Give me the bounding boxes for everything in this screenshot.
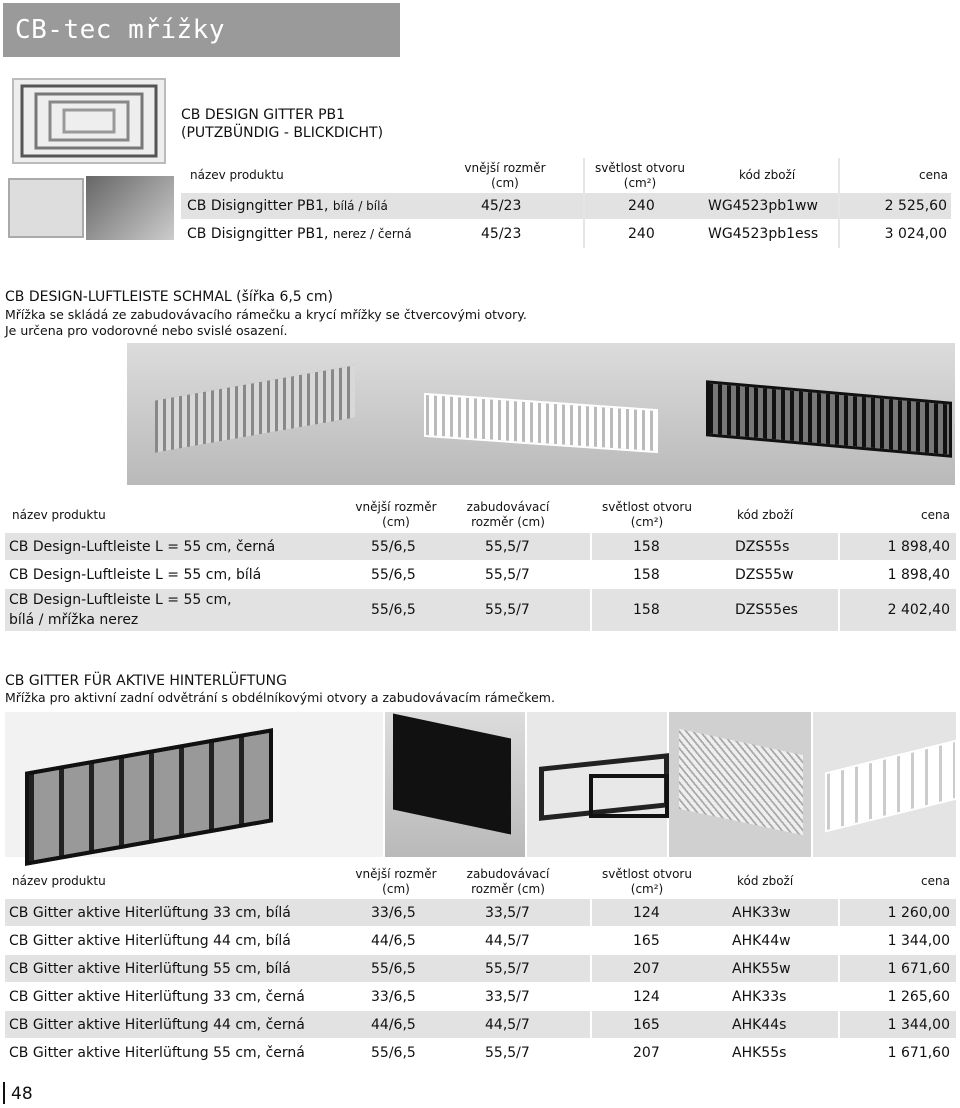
col-header-price: cena: [919, 168, 948, 182]
column-divider: [838, 158, 840, 248]
row-outer: 45/23: [481, 198, 522, 214]
row-clear: 165: [633, 932, 660, 949]
col-header-build: [455, 500, 561, 530]
grille-illustration: [14, 80, 164, 162]
section-description: Mřížka pro aktivní zadní odvětrání s obdélníkovými otvory a zabudovávacím rámečkem.: [5, 690, 555, 705]
row-name: CB Design-Luftleiste L = 55 cm, černá: [9, 538, 276, 555]
page-number: 48: [11, 1084, 33, 1104]
col-header-code: kód zboží: [737, 508, 794, 522]
col-header-outer: [343, 500, 449, 530]
table-row: [5, 1039, 956, 1066]
row-name: CB Gitter aktive Hiterlüftung 55 cm, bílá: [9, 960, 291, 977]
row-outer: 44/6,5: [371, 1016, 416, 1033]
row-outer: 55/6,5: [371, 960, 416, 977]
product-image-aktive-frames: [527, 712, 667, 857]
col-header-clear-line1: světlost otvoru: [595, 161, 685, 175]
row-name: CB Disigngitter PB1,: [187, 226, 329, 242]
col-header-build-line2: rozměr (cm): [471, 515, 545, 529]
col-header-name: název produktu: [190, 168, 284, 182]
row-name-block: [9, 589, 232, 631]
row-build: 33,5/7: [485, 904, 530, 921]
col-header-outer-line2: (cm): [382, 882, 410, 896]
row-clear: 158: [633, 566, 660, 583]
product-image-pb1-front: [12, 78, 166, 164]
row-name: CB Design-Luftleiste L = 55 cm, bílá: [9, 566, 262, 583]
row-clear: 207: [633, 1044, 660, 1061]
row-name: CB Design-Luftleiste L = 55 cm,: [9, 592, 232, 608]
col-header-price: cena: [921, 508, 950, 522]
row-build: 55,5/7: [485, 960, 530, 977]
col-header-clear-line1: světlost otvoru: [602, 867, 692, 881]
section-description-1: Mřížka se skládá ze zabudovávacího rámečku a krycí mřížky se čtvercovými otvory.: [5, 307, 527, 322]
row-price: 1 898,40: [887, 566, 950, 583]
row-code: DZS55s: [735, 538, 790, 555]
table-row: [5, 899, 956, 926]
product-image-luftleiste-grey: [127, 343, 382, 485]
page-title: CB-tec mřížky: [15, 15, 225, 45]
row-code: DZS55es: [735, 602, 798, 618]
row-price: 1 898,40: [887, 538, 950, 555]
row-build: 33,5/7: [485, 988, 530, 1005]
row-clear: 240: [628, 198, 655, 214]
row-code: AHK44w: [732, 932, 791, 949]
table-row: [5, 533, 956, 560]
col-header-clear: [592, 867, 702, 897]
col-header-code: kód zboží: [739, 168, 796, 182]
col-header-clear-line2: (cm²): [630, 515, 664, 529]
row-price: 1 344,00: [887, 932, 950, 949]
row-outer: 33/6,5: [371, 904, 416, 921]
product-image-luftleiste-black: [670, 343, 955, 485]
row-price: 2 525,60: [884, 198, 947, 214]
section-title-pb1-line1: CB DESIGN GITTER PB1: [181, 107, 346, 123]
section-title-luftleiste: CB DESIGN-LUFTLEISTE SCHMAL (šířka 6,5 cm): [5, 289, 333, 305]
col-header-clear-line1: světlost otvoru: [602, 500, 692, 514]
column-divider: [838, 498, 840, 632]
row-name: CB Gitter aktive Hiterlüftung 33 cm, bílá: [9, 904, 291, 921]
row-price: 1 671,60: [887, 960, 950, 977]
section-description-2: Je určena pro vodorovné nebo svislé osazení.: [5, 323, 288, 338]
column-divider: [583, 158, 585, 248]
row-build: 55,5/7: [485, 538, 530, 555]
page-number-bar: [3, 1082, 5, 1104]
col-header-clear: [585, 161, 695, 191]
col-header-price: cena: [921, 874, 950, 888]
product-image-aktive-black-frame: [385, 712, 525, 857]
table-row: [181, 221, 951, 247]
table-row: [5, 589, 956, 631]
row-outer: 44/6,5: [371, 932, 416, 949]
row-price: 2 402,40: [887, 602, 950, 618]
page-header: [3, 3, 400, 57]
row-code: WG4523pb1ess: [708, 226, 819, 242]
row-name: CB Gitter aktive Hiterlüftung 44 cm, bílá: [9, 932, 291, 949]
col-header-build-line2: rozměr (cm): [471, 882, 545, 896]
section-title-aktive: CB GITTER FÜR AKTIVE HINTERLÜFTUNG: [5, 673, 287, 689]
row-code: AHK33w: [732, 904, 791, 921]
row-outer: 55/6,5: [371, 602, 416, 618]
col-header-build: [455, 867, 561, 897]
row-clear: 165: [633, 1016, 660, 1033]
column-divider: [590, 864, 592, 1066]
row-price: 1 265,60: [887, 988, 950, 1005]
product-image-pb1-black: [86, 176, 174, 240]
row-variant: nerez / černá: [332, 227, 412, 241]
row-name: CB Gitter aktive Hiterlüftung 44 cm, černá: [9, 1016, 305, 1033]
col-header-clear: [592, 500, 702, 530]
row-build: 55,5/7: [485, 602, 530, 618]
col-header-clear-line2: (cm²): [623, 176, 657, 190]
col-header-outer: [343, 867, 449, 897]
row-clear: 124: [633, 904, 660, 921]
row-code: AHK55s: [732, 1044, 787, 1061]
row-price: 1 671,60: [887, 1044, 950, 1061]
col-header-outer: [450, 161, 560, 191]
product-image-aktive-mesh: [669, 712, 811, 857]
row-clear: 207: [633, 960, 660, 977]
col-header-outer-line2: (cm): [382, 515, 410, 529]
product-image-luftleiste-white: [382, 343, 670, 485]
col-header-outer-line1: vnější rozměr: [355, 500, 437, 514]
col-header-clear-line2: (cm²): [630, 882, 664, 896]
table-row: [5, 955, 956, 982]
table-row: [5, 927, 956, 954]
row-outer: 33/6,5: [371, 988, 416, 1005]
row-outer: 45/23: [481, 226, 522, 242]
row-outer: 55/6,5: [371, 1044, 416, 1061]
row-build: 55,5/7: [485, 1044, 530, 1061]
col-header-outer-line1: vnější rozměr: [355, 867, 437, 881]
row-name-line2: bílá / mřížka nerez: [9, 612, 139, 628]
row-price: 1 260,00: [887, 904, 950, 921]
row-price: 3 024,00: [884, 226, 947, 242]
row-price: 1 344,00: [887, 1016, 950, 1033]
column-divider: [838, 864, 840, 1066]
row-code: DZS55w: [735, 566, 794, 583]
table-row: [5, 561, 956, 588]
row-clear: 240: [628, 226, 655, 242]
col-header-name: název produktu: [12, 508, 106, 522]
table-row: [181, 193, 951, 219]
row-clear: 158: [633, 602, 660, 618]
col-header-code: kód zboží: [737, 874, 794, 888]
col-header-outer-line1: vnější rozměr: [464, 161, 546, 175]
row-code: AHK55w: [732, 960, 791, 977]
row-code: AHK44s: [732, 1016, 787, 1033]
row-name: CB Gitter aktive Hiterlüftung 33 cm, černá: [9, 988, 305, 1005]
row-variant: bílá / bílá: [332, 199, 388, 213]
col-header-name: název produktu: [12, 874, 106, 888]
row-code: WG4523pb1ww: [708, 198, 818, 214]
product-image-pb1-side: [8, 178, 84, 238]
table-row: [5, 1011, 956, 1038]
row-clear: 158: [633, 538, 660, 555]
row-name: CB Disigngitter PB1,: [187, 198, 329, 214]
row-clear: 124: [633, 988, 660, 1005]
row-name: CB Gitter aktive Hiterlüftung 55 cm, černá: [9, 1044, 305, 1061]
product-image-aktive-white: [813, 712, 956, 857]
product-image-aktive-black-grille: [5, 712, 383, 857]
section-title-pb1-line2: (PUTZBÜNDIG - BLICKDICHT): [181, 125, 384, 141]
row-code: AHK33s: [732, 988, 787, 1005]
row-outer: 55/6,5: [371, 538, 416, 555]
row-build: 44,5/7: [485, 1016, 530, 1033]
table-row: [5, 983, 956, 1010]
col-header-build-line1: zabudovávací: [466, 867, 550, 881]
row-build: 44,5/7: [485, 932, 530, 949]
column-divider: [590, 498, 592, 632]
row-outer: 55/6,5: [371, 566, 416, 583]
col-header-build-line1: zabudovávací: [466, 500, 550, 514]
col-header-outer-line2: (cm): [491, 176, 519, 190]
row-build: 55,5/7: [485, 566, 530, 583]
